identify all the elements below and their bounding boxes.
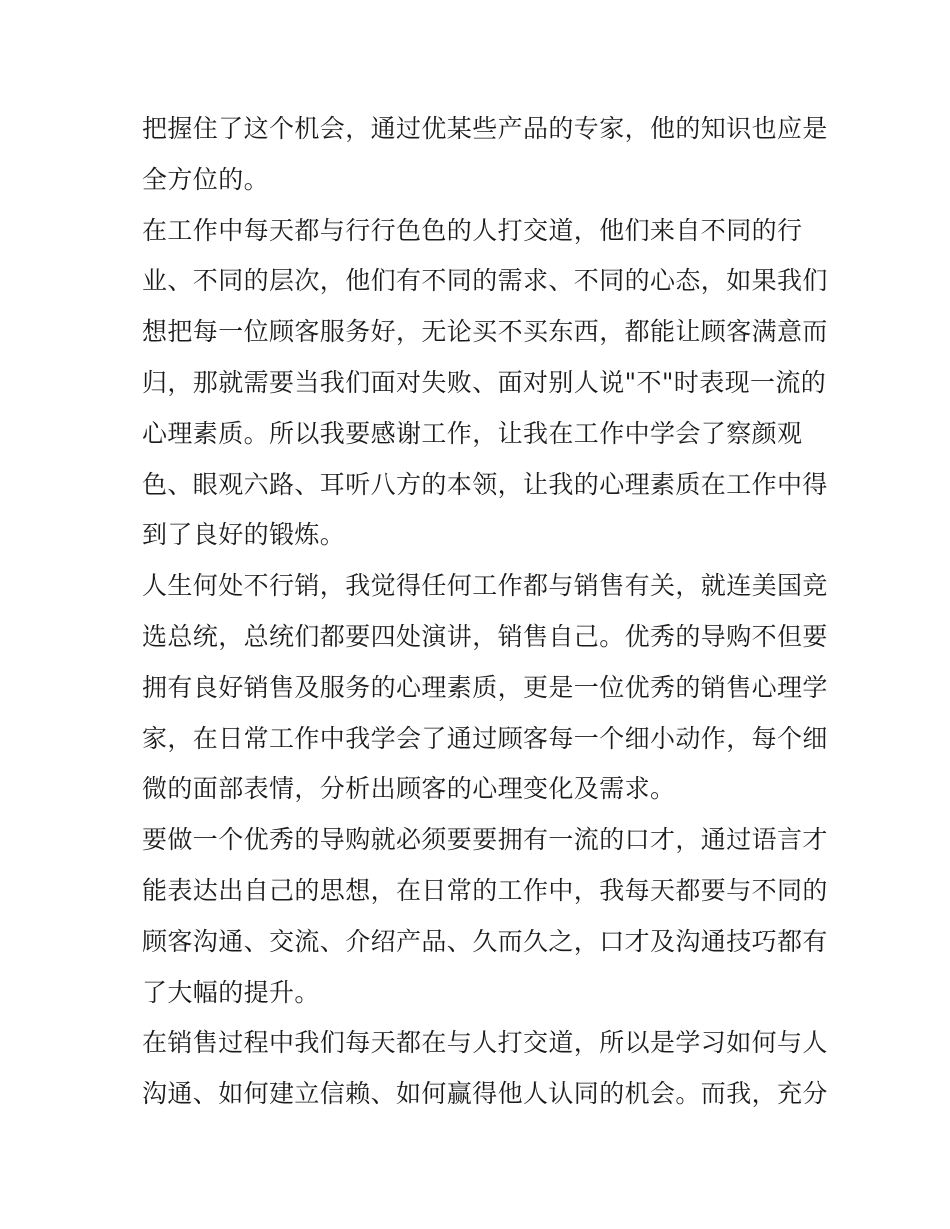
text-line: 选总统，总统们都要四处演讲，销售自己。优秀的导购不但要: [142, 621, 828, 651]
text-line: 人生何处不行销，我觉得任何工作都与销售有关，就连美国竞: [142, 571, 828, 601]
text-line: 拥有良好销售及服务的心理素质，更是一位优秀的销售心理学: [142, 672, 828, 702]
text-line: 在工作中每天都与行行色色的人打交道，他们来自不同的行: [142, 215, 803, 245]
text-line: 家，在日常工作中我学会了通过顾客每一个细小动作，每个细: [142, 723, 828, 753]
text-line: 全方位的。: [142, 164, 270, 194]
text-line: 想把每一位顾客服务好，无论买不买东西，都能让顾客满意而: [142, 317, 828, 347]
text-line: 了大幅的提升。: [142, 977, 320, 1007]
text-line: 微的面部表情，分析出顾客的心理变化及需求。: [142, 774, 676, 804]
text-line: 归，那就需要当我们面对失败、面对别人说"不"时表现一流的: [142, 367, 827, 397]
text-line: 业、不同的层次，他们有不同的需求、不同的心态，如果我们: [142, 266, 828, 296]
text-line: 心理素质。所以我要感谢工作，让我在工作中学会了察颜观: [142, 418, 803, 448]
text-line: 在销售过程中我们每天都在与人打交道，所以是学习如何与人: [142, 1028, 828, 1058]
text-line: 顾客沟通、交流、介绍产品、久而久之，口才及沟通技巧都有: [142, 926, 828, 956]
text-line: 能表达出自己的思想，在日常的工作中，我每天都要与不同的: [142, 875, 828, 905]
text-line: 沟通、如何建立信赖、如何赢得他人认同的机会。而我，充分: [142, 1079, 828, 1109]
text-line: 到了良好的锻炼。: [142, 520, 346, 550]
text-line: 把握住了这个机会，通过优某些产品的专家，他的知识也应是: [142, 114, 828, 143]
text-line: 要做一个优秀的导购就必须要要拥有一流的口才，通过语言才: [142, 825, 828, 855]
document-body: [142, 104, 828, 1120]
text-line: 色、眼观六路、耳听八方的本领，让我的心理素质在工作中得: [142, 469, 828, 499]
